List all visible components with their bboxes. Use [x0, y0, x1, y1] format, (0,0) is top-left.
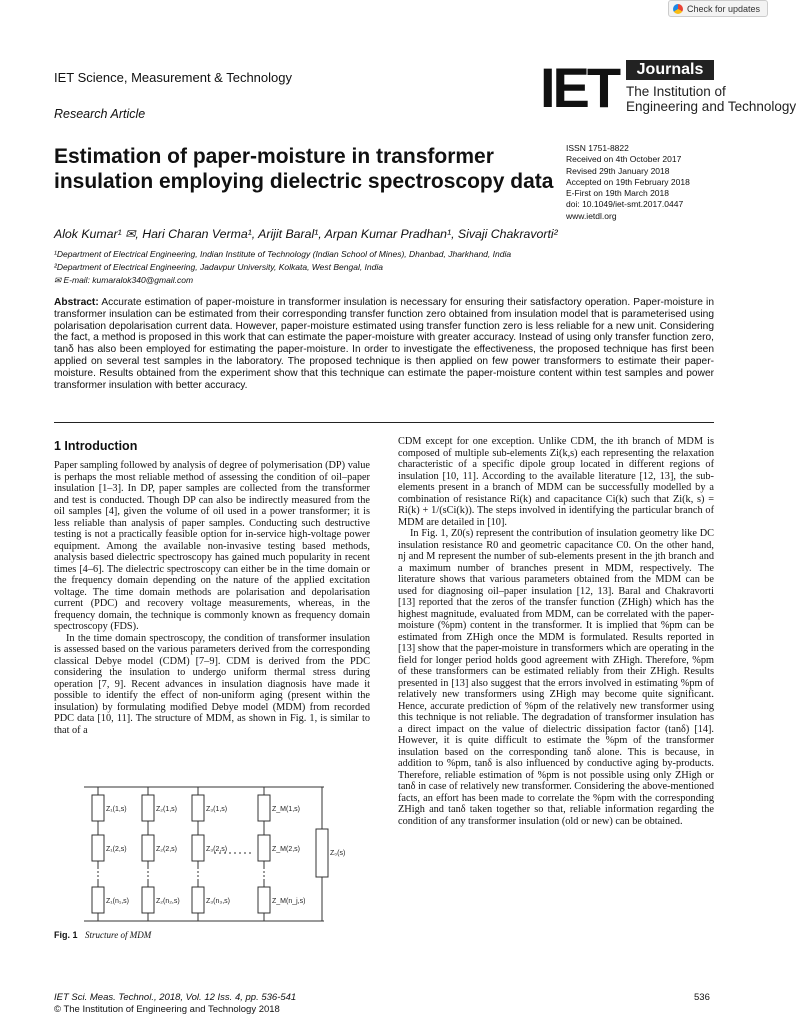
email-link[interactable]: ✉ E-mail: kumaralok340@gmail.com: [54, 275, 194, 285]
page-number: 536: [694, 992, 710, 1003]
mdm-circuit-diagram: [84, 783, 346, 928]
article-title: Estimation of paper-moisture in transformer insulation employing dielectric spectroscopy data: [54, 145, 554, 193]
received-date: Received on 4th October 2017: [566, 154, 682, 165]
journals-label: Journals: [626, 60, 714, 80]
doi-link[interactable]: doi: 10.1049/iet-smt.2017.0447: [566, 199, 684, 210]
zm-2-label: Z_M(2,s): [272, 846, 300, 853]
figure-caption-label: Fig. 1: [54, 930, 78, 940]
citation: IET Sci. Meas. Technol., 2018, Vol. 12 Iss. 4, pp. 536-541: [54, 992, 297, 1003]
check-for-updates-label: Check for updates: [687, 3, 761, 14]
accepted-date: Accepted on 19th February 2018: [566, 176, 690, 187]
website-link[interactable]: www.ietdl.org: [566, 210, 617, 221]
paragraph: In Fig. 1, Z0(s) represent the contribution of insulation geometry like DC insulation resistance R0 and geometric capacitance C0. On the other hand, nj and M represent the number of sub-elements present in the jth branch and a maximum number of branches present in MDM, respectively. The literature shows that various parameters obtained from the MDM can be used for diagnosing oil–paper insulation [12, 13]. Baral and Chakravorti [13] reported that the zeros of the transfer function (ZHigh) which has the highest magnitude, evaluated from MDM, can be correlated with the paper-moisture (%pm) content in the transformer. It is implied that %pm can be estimated from ZHigh once the MDM is formulated. Results reported in [13] show that the paper-moisture in transformers which are operating in the field for longer period holds good agreement with ZHigh. Therefore, %pm of these transformers can be estimated reliably from their ZHigh. Results presented in [13] also suggest that the errors involved in estimating %pm of relatively new transformers using ZHigh may become quite significant. Hence, accurate prediction of %pm of the relatively new transformer using this technique is not reliable. The degradation of transformer insulation has a direct impact on the value of dielectric dissipation factor (tanδ) [14]. However, it is quite difficult to estimate the %pm of the transformer insulation based on the corresponding tanδ alone. This is because, in addition to %pm, tanδ is also influenced by conductive aging by-products. Therefore, reliable estimation of %pm is not possible using only ZHigh or tanδ in case of relatively new transformer. Considering the above-mentioned facts, an effort has been made to correlate the %pm with the corresponding ZHigh and tanδ taken together so that, reliable information regarding the condition of any transformer insulation (old or new) can be obtained.: [398, 528, 714, 827]
abstract-divider: [54, 422, 714, 423]
journal-name: IET Science, Measurement & Technology: [54, 70, 292, 85]
paragraph: In the time domain spectroscopy, the condition of transformer insulation is assessed based on the various parameters derived from the corresponding classical Debye model (CDM) [7–9]. CDM is derived from the PDC considering the insulation to undergo uniform thermal stress during operation [7, 9]. Recent advances in insulation diagnosis have made it possible to identify the effect of non-uniform aging (present within the insulation) by formulating modified Debye model (MDM) from recorded PDC data [10, 11]. The structure of MDM, as shown in Fig. 1, is similar to that of a: [54, 632, 370, 736]
z2-2-label: Z₂(2,s): [156, 846, 177, 853]
crossmark-icon: [673, 4, 683, 14]
e-first-date: E-First on 19th March 2018: [566, 188, 669, 199]
iet-logo: [540, 56, 796, 120]
z1-1-label: Z₁(1,s): [106, 806, 127, 813]
footer-citation: [54, 992, 296, 1016]
z3-2-label: Z₃(2,s): [206, 846, 228, 853]
paragraph: Paper sampling followed by analysis of degree of polymerisation (DP) value is perhaps the most reliable method of assessing the condition of oil–paper insulation [1–3]. In DP, paper samples are collected from the transformer and test is conducted. Though DP can also be indirectly measured from the oil samples [4], given the volume of oil used in a power transformer; it is less reliable than analysis of paper samples. Conducting such destructive testing is not a practically feasible option for in-service high-voltage power equipment. Among the available non-invasive testing based methods, analysis based dielectric spectroscopy has gained much popularity in recent times [4–6]. The dielectric spectroscopy can either be in the time domain or the frequency domain depending on the nature of the applied excitation voltage. The time domain methods are polarisation and depolarisation current (PDC) and recovery voltage measurements, whereas, in the frequency domain, the technique is commonly known as frequency domain spectroscopy (FDS).: [54, 460, 370, 632]
abstract-text: Accurate estimation of paper-moisture in transformer insulation is necessary for ensuring their satisfactory operation. Paper-moisture in transformer insulation can be estimated from their corresponding transfer function zero obtained from insulation model that is parameterised using polarisation depolarisation current data. However, paper-moisture estimated using transfer function zero is less reliable for a new unit. Considering the fact, a method is proposed in this work that can estimate the paper-moisture with greater accuracy. Instead of using only transfer function zero, tanδ has also been employed for estimating the paper-moisture. In order to investigate the effectiveness, the proposed technique has first been applied on several test samples in the laboratory. The proposed technique is then applied on few power transformers to estimate their paper-moisture. Results obtained from the experiment show that this technique can estimate the paper-moisture content within test samples and power transformer insulation with better accuracy.: [54, 297, 714, 391]
zm-n-label: Z_M(n_j,s): [272, 898, 306, 905]
copyright: © The Institution of Engineering and Technology 2018: [54, 1004, 280, 1015]
z3-1-label: Z₃(1,s): [206, 806, 228, 813]
z3-n-label: Z₃(n₃,s): [206, 898, 230, 905]
left-column: [54, 460, 370, 736]
author-list: Alok Kumar¹ ✉, Hari Charan Verma¹, Arijit Baral¹, Arpan Kumar Pradhan¹, Sivaji Chakravorti²: [54, 227, 558, 241]
zm-1-label: Z_M(1,s): [272, 806, 300, 813]
figure-caption: [54, 930, 151, 940]
article-type: Research Article: [54, 107, 146, 121]
z1-2-label: Z₁(2,s): [106, 846, 127, 853]
abstract: [54, 297, 714, 391]
z0-label: Z₀(s): [330, 850, 346, 857]
revised-date: Revised 29th January 2018: [566, 165, 670, 176]
abstract-label: Abstract:: [54, 297, 99, 308]
right-column: [398, 436, 714, 827]
section-heading: 1 Introduction: [54, 439, 138, 453]
institution-name: The Institution of Engineering and Technology: [626, 84, 796, 114]
z2-n-label: Z₂(n₂,s): [156, 898, 180, 905]
z1-n-label: Z₁(n₁,s): [106, 898, 129, 905]
iet-logo-mark: IET: [540, 56, 619, 119]
affiliation-2: ²Department of Electrical Engineering, Jadavpur University, Kolkata, West Bengal, India: [54, 262, 383, 272]
article-metadata: [566, 143, 690, 222]
figure-caption-text: Structure of MDM: [85, 930, 152, 940]
check-for-updates-badge[interactable]: [668, 0, 768, 17]
z2-1-label: Z₂(1,s): [156, 806, 177, 813]
issn: ISSN 1751-8822: [566, 143, 629, 153]
affiliation-1: ¹Department of Electrical Engineering, Indian Institute of Technology (Indian School of Mines), Dhanbad, Jharkhand, India: [54, 249, 512, 259]
paragraph: CDM except for one exception. Unlike CDM, the ith branch of MDM is composed of multiple sub-elements Zi(k,s) each representing the relaxation characteristic of a specific dipole group located in different regions of insulation [10, 11]. According to the available literature [12, 13], the sub-elements present in a branch of MDM can be successfully modelled by a combination of resistance Ri(k) and capacitance Ci(k) such that Zi(k, s) = Ri(k) + 1/(sCi(k)). The steps involved in identifying the particular branch of MDM are detailed in [10].: [398, 436, 714, 528]
